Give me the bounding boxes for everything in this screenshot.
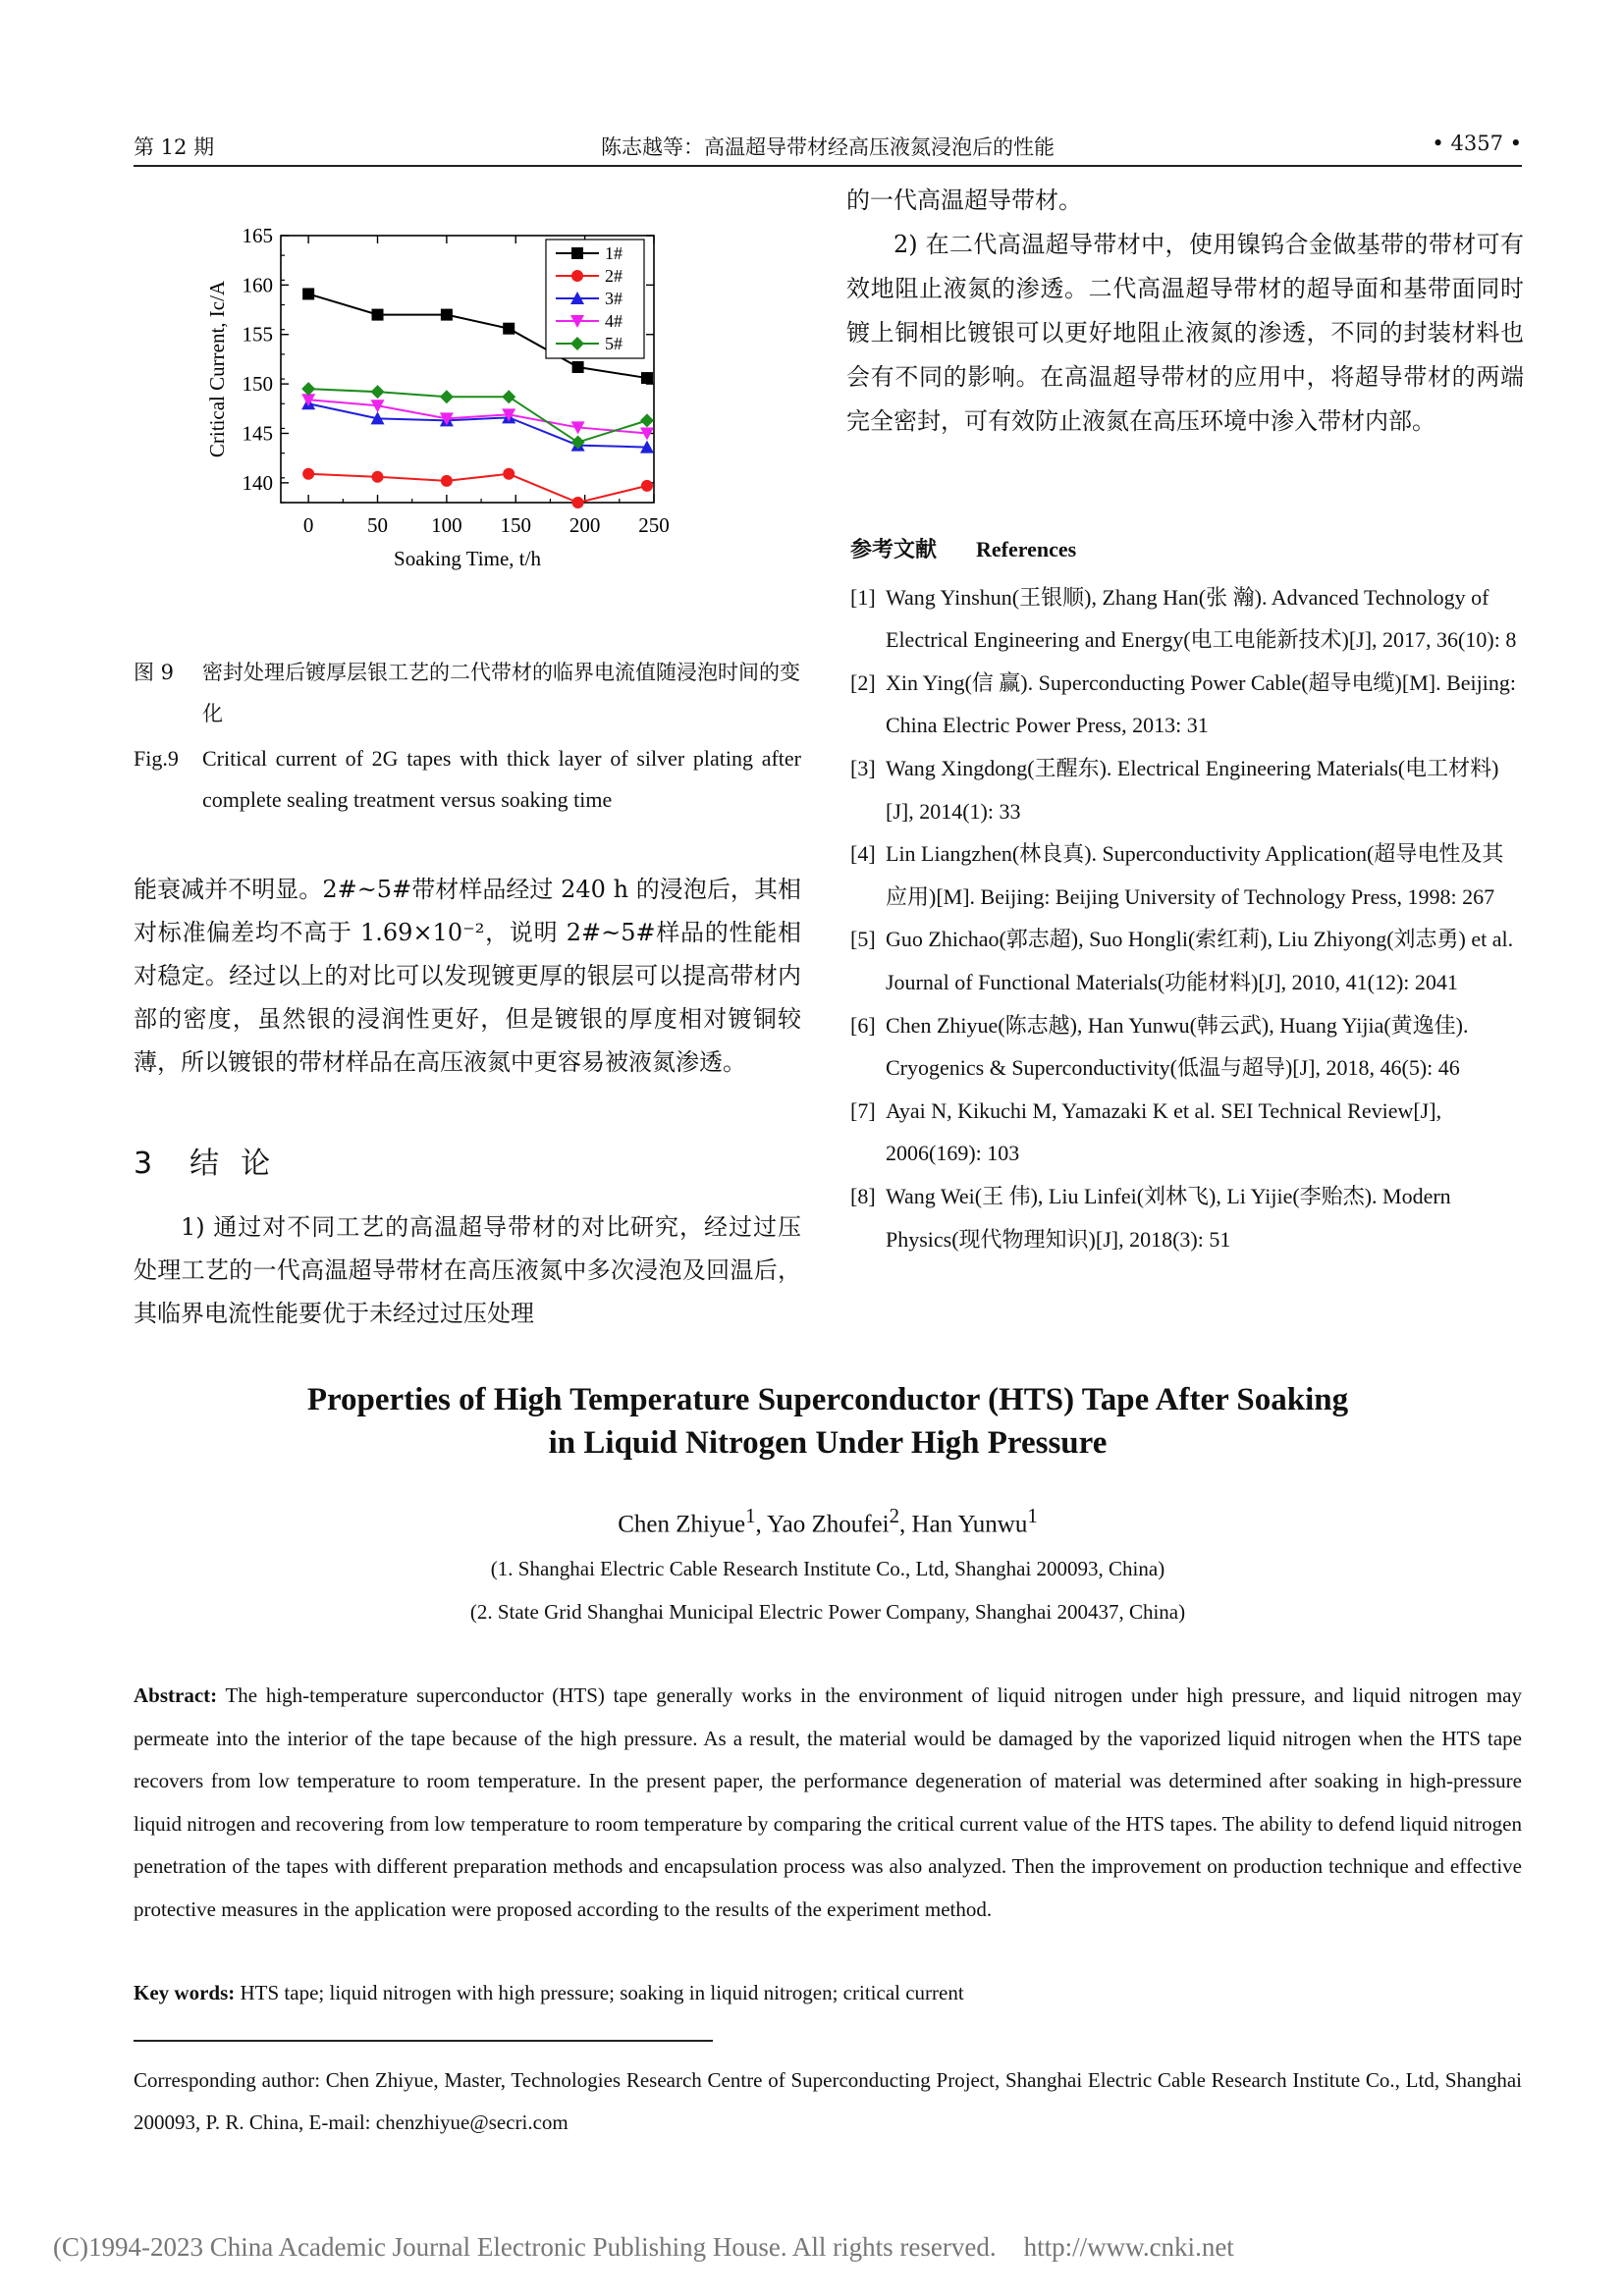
copyright-text: (C)1994-2023 China Academic Journal Electronic Publishing House. All rights reserved. (53, 2232, 997, 2262)
data-point (572, 497, 584, 508)
data-point (641, 480, 653, 492)
section-heading (134, 1139, 292, 1182)
reference-number: [4] (850, 841, 876, 867)
reference-text: Wang Wei(王 伟), Liu Linfei(刘林飞), Li Yijie(李贻杰). Modern Physics(现代物理知识)[J], 2018(3): 51 (886, 1183, 1451, 1252)
author-affiliation-mark: 2 (889, 1504, 900, 1527)
x-tick-label: 250 (638, 513, 670, 537)
y-tick-label: 140 (242, 470, 273, 495)
reference-number: [6] (850, 1012, 876, 1038)
caption-text: Critical current of 2G tapes with thick layer of silver plating after complete sealing treatment versus soaking time (202, 746, 801, 812)
data-point (571, 247, 583, 259)
copyright-notice (53, 2232, 1262, 2263)
x-tick-label: 150 (500, 513, 532, 537)
paragraph: 1) 通过对不同工艺的高温超导带材的对比研究，经过过压处理工艺的一代高温超导带材在高压液氮中多次浸泡及回温后，其临界电流性能要优于未经过过压处理 (134, 1213, 801, 1327)
reference-text: Xin Ying(信 赢). Superconducting Power Cable(超导电缆)[M]. Beijing: China Electric Power Press, 2013: 31 (886, 669, 1516, 738)
caption-text: 密封处理后镀厚层银工艺的二代带材的临界电流值随浸泡时间的变化 (202, 661, 800, 725)
figure-9-chart (183, 208, 732, 601)
keywords-label: Key words: (134, 1981, 236, 2004)
running-title: 陈志越等：高温超导带材经高压液氮浸泡后的性能 (601, 135, 1055, 159)
data-point (372, 309, 384, 321)
x-tick-label: 200 (568, 513, 601, 537)
x-tick-label: 50 (367, 513, 389, 537)
y-tick-label: 165 (242, 224, 273, 247)
reference-item (850, 1175, 1524, 1260)
page-number: • 4357 • (1432, 132, 1522, 155)
data-point (441, 475, 453, 487)
references-heading-cn: 参考文献 (850, 538, 938, 562)
author-affiliation-mark: 1 (745, 1504, 756, 1527)
paragraph: 能衰减并不明显。2#~5#带材样品经过 240 h 的浸泡后，其相对标准偏差均不高于 1.69×10⁻²，说明 2#~5#样品的性能相对稳定。经过以上的对比可以发现镀更厚的银层可以提高带材内部的密度，虽然银的浸润性更好，但是镀银的厚度相对镀铜较薄，所以镀银的带材样品在高压液氮中更容易被液氮渗透。 (134, 876, 801, 1076)
title-line: in Liquid Nitrogen Under High Pressure (548, 1425, 1108, 1461)
caption-label: Fig.9 (134, 746, 179, 771)
author: Han Yunwu (911, 1511, 1028, 1538)
reference-number: [8] (850, 1183, 876, 1208)
authors (134, 1504, 1522, 1538)
keywords (134, 1981, 1522, 2005)
data-point (503, 468, 514, 480)
reference-text: Chen Zhiyue(陈志越), Han Yunwu(韩云武), Huang Yijia(黄逸佳). Cryogenics & Superconductivity(低温与超导)[J], 2018, 46(5): 46 (886, 1012, 1469, 1081)
author-affiliation-mark: 1 (1027, 1504, 1038, 1527)
corresponding-author-footnote: Corresponding author: Chen Zhiyue, Master, Technologies Research Centre of Superconducting Project, Shanghai Electric Cable Research Institute Co., Ltd, Shanghai 200093, P. R. China, E-mail: chenzhiyue@secri.com (134, 2068, 1522, 2134)
reference-text: Ayai N, Kikuchi M, Yamazaki K et al. SEI Technical Review[J], 2006(169): 103 (886, 1097, 1442, 1166)
reference-item (850, 1004, 1524, 1090)
data-point (441, 309, 453, 321)
paragraph: 的一代高温超导带材。 (846, 187, 1082, 214)
series-line (308, 403, 647, 447)
affiliation: (2. State Grid Shanghai Municipal Electric Power Company, Shanghai 200437, China) (469, 1600, 1186, 1624)
paragraph: 2) 在二代高温超导带材中，使用镍钨合金做基带的带材可有效地阻止液氮的渗透。二代高温超导带材的超导面和基带面同时镀上铜相比镀银可以更好地阻止液氮的渗透，不同的封装材料也会有不同的影响。在高温超导带材的应用中，将超导带材的两端完全密封，可有效防止液氮在高压环境中渗入带材内部。 (846, 231, 1524, 435)
reference-number: [2] (850, 669, 876, 695)
figure-caption-cn (134, 652, 801, 734)
abstract-label: Abstract: (134, 1683, 218, 1707)
series-line (308, 474, 647, 503)
legend-label: 3# (605, 289, 623, 308)
reference-number: [1] (850, 584, 876, 610)
reference-item (850, 832, 1524, 918)
data-point (571, 270, 583, 282)
legend-label: 1# (605, 243, 623, 263)
data-point (571, 436, 585, 450)
reference-item (850, 662, 1524, 747)
y-tick-label: 160 (242, 273, 273, 297)
references-heading (850, 528, 1524, 572)
data-point (440, 390, 454, 403)
legend-label: 4# (605, 311, 623, 331)
reference-text: Lin Liangzhen(林良真). Superconductivity Application(超导电性及其应用)[M]. Beijing: Beijing University of Technology Press, 1998: 267 (886, 841, 1504, 909)
y-tick-label: 150 (242, 372, 273, 397)
reference-number: [7] (850, 1097, 876, 1123)
data-point (502, 390, 515, 403)
data-point (641, 372, 653, 384)
conclusion-text (134, 1205, 801, 1335)
data-point (503, 323, 514, 335)
author-separator: , (899, 1511, 912, 1538)
issue-label: 第 12 期 (134, 135, 215, 159)
section-number: 3 (134, 1147, 155, 1181)
reference-number: [5] (850, 927, 876, 952)
left-column-text (134, 868, 801, 1084)
affiliation: (1. Shanghai Electric Cable Research Institute Co., Ltd, Shanghai 200093, China) (490, 1557, 1165, 1580)
section-title: 结论 (189, 1147, 293, 1181)
caption-label: 图 9 (134, 661, 175, 684)
data-point (572, 361, 584, 373)
legend-label: 5# (605, 334, 623, 353)
reference-item (850, 918, 1524, 1003)
reference-number: [3] (850, 755, 876, 780)
x-axis-label: Soaking Time, t/h (394, 547, 541, 570)
data-point (301, 382, 315, 396)
x-tick-label: 0 (302, 513, 314, 537)
references-heading-en: References (976, 537, 1077, 561)
data-point (372, 471, 384, 483)
series-line (308, 400, 647, 433)
abstract-text: The high-temperature superconductor (HTS) tape generally works in the environment of liquid nitrogen under high pressure, and liquid nitrogen may permeate into the interior of the tape because of the high pressure. As a result, the material would be damaged by the vaporized liquid nitrogen when the HTS tape recovers from low temperature to room temperature. In the present paper, the performance degeneration of material was determined after soaking in high-pressure liquid nitrogen and recovering from low temperature to room temperature by comparing the critical current value of the HTS tapes. The ability to defend liquid nitrogen penetration of the tapes with different preparation methods and encapsulation process was also analyzed. Then the improvement on production technique and effective protective measures in the application were proposed according to the results of the experiment method. (134, 1683, 1522, 1921)
y-axis-label: Critical Current, Ic/A (205, 280, 229, 458)
references (850, 528, 1524, 1260)
english-title (134, 1378, 1522, 1465)
reference-item (850, 576, 1524, 662)
reference-item (850, 1090, 1524, 1175)
footnote-divider (134, 2040, 713, 2042)
copyright-url: http://www.cnki.net (1023, 2232, 1234, 2262)
right-column-text (846, 179, 1524, 444)
author: Chen Zhiyue (618, 1511, 746, 1538)
legend-label: 2# (605, 266, 623, 286)
reference-text: Guo Zhichao(郭志超), Suo Hongli(索红莉), Liu Zhiyong(刘志勇) et al. Journal of Functional Materials(功能材料)[J], 2010, 41(12): 2041 (886, 927, 1514, 994)
y-tick-label: 145 (242, 421, 273, 446)
figure-caption-en (134, 738, 801, 821)
reference-text: Wang Yinshun(王银顺), Zhang Han(张 瀚). Advanced Technology of Electrical Engineering and Energy(电工电能新技术)[J], 2017, 36(10): 8 (886, 584, 1517, 653)
abstract (134, 1675, 1522, 1932)
x-tick-label: 100 (431, 513, 462, 537)
data-point (371, 385, 385, 399)
data-point (302, 288, 314, 299)
keywords-text: HTS tape; liquid nitrogen with high pressure; soaking in liquid nitrogen; critical current (240, 1981, 964, 2004)
author: Yao Zhoufei (767, 1511, 890, 1538)
reference-text: Wang Xingdong(王醒东). Electrical Engineering Materials(电工材料)[J], 2014(1): 33 (886, 755, 1499, 824)
y-tick-label: 155 (242, 322, 273, 347)
data-point (302, 468, 314, 480)
running-header (134, 132, 1522, 167)
reference-item (850, 747, 1524, 832)
author-separator: , (755, 1511, 768, 1538)
title-line: Properties of High Temperature Superconductor (HTS) Tape After Soaking (306, 1382, 1349, 1417)
data-point (640, 413, 654, 427)
line-chart (183, 208, 732, 601)
